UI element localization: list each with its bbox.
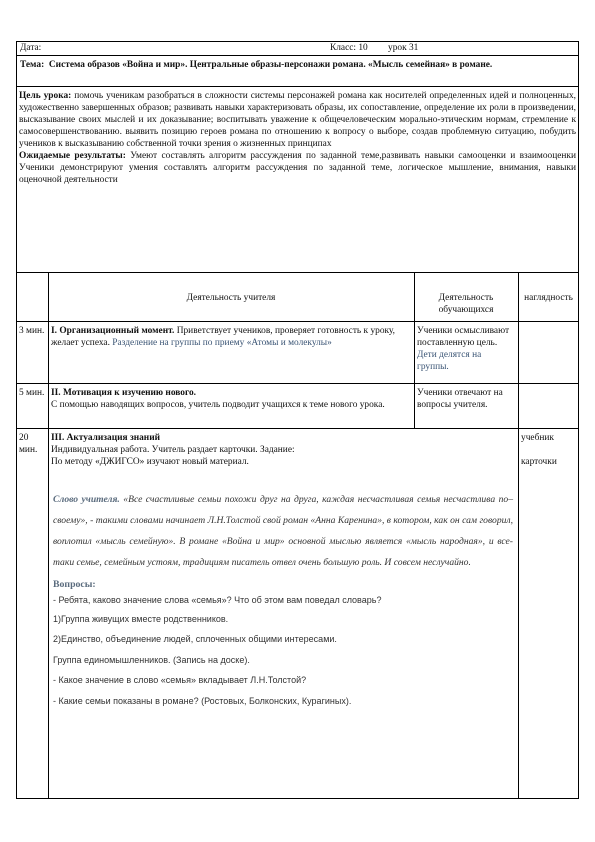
question-item: - Какое значение в слово «семья» вкладывает Л.Н.Толстой? — [53, 675, 307, 685]
class-label: Класс: 10 — [330, 43, 368, 53]
teacher-quote — [53, 489, 513, 573]
teacher-extra: Разделение на группы по приему «Атомы и молекулы» — [112, 338, 332, 348]
teacher-word-block — [48, 489, 518, 711]
date-label: Дата: — [20, 43, 42, 53]
results-text: Умеют составлять алгоритм рассуждения по заданной теме,развивать навыки самооценки и взаимооценки Ученики демонстрируют умения составлять алгоритм рассуждения по заданной теме, логическое мышление, внимания, навыки оценочной деятельности — [19, 151, 576, 185]
col-visual-header: наглядность — [524, 293, 573, 303]
header-row — [16, 41, 579, 56]
stage-title: II. Мотивация к изучению нового. — [51, 388, 197, 398]
goal-label: Цель урока: — [19, 91, 72, 101]
students-cell: Ученики отвечают на вопросы учителя. — [417, 388, 503, 410]
time-cell: 3 мин. — [19, 326, 45, 336]
goal-text: помочь ученикам разобраться в сложности системы персонажей романа как носителей определенных идей и полноценных, художественно завершенных образов; развивать навыки характеризовать образы, их сопоставление, определение их роли в произведении, высказывание своих мыслей и их доказывание; воспитывать уважение к общечеловеческим морально-этическим нормам, стремление к самосовершенствованию. выявить позицию героев романа по отношению к вопросу о выборе, создав проблемную ситуацию, побудить учеников к высказыванию собственной точки зрения о жизненных принципах — [19, 91, 577, 149]
topic-text: Система образов «Война и мир». Центральные образы-персонажи романа. «Мысль семейная» в романе. — [48, 60, 493, 70]
teacher-task: По методу «ДЖИГСО» изучают новый материал. — [51, 457, 249, 467]
teacher-cell — [48, 322, 414, 352]
col-students-header: Деятельность обучающихся — [438, 293, 494, 315]
students-extra: Дети делятся на группы. — [417, 350, 482, 372]
time-cell: 5 мин. — [19, 388, 45, 398]
teacher-text: Приветствует учеников, проверяет готовность к уроку, желает успеха. — [51, 326, 396, 348]
lesson-plan-document — [16, 41, 579, 706]
stage-title: I. Организационный момент. — [51, 326, 175, 336]
goal-block — [16, 87, 579, 273]
question-item: 1)Группа живущих вместе родственников. — [53, 613, 229, 624]
question-item: - Какие семьи показаны в романе? (Ростовых, Болконских, Курагиных). — [53, 695, 352, 706]
visual-cell — [518, 429, 579, 471]
students-text: Ученики осмысливают поставленную цель. — [417, 326, 510, 348]
lesson-label: урок 31 — [388, 43, 419, 53]
question-item: 2)Единство, объединение людей, сплоченных общими интересами. — [53, 634, 337, 644]
questions-title: Вопросы: — [53, 579, 96, 590]
visual-cards: карточки — [521, 457, 557, 467]
question-item: Группа единомышленников. (Запись на доске). — [53, 654, 250, 665]
quote-text: «Все счастливые семьи похожи друг на друга, каждая несчастливая семья несчастлива по–своему», - такими словами начинает Л.Н.Толстой свой роман «Анна Каренина», в котором, как он сам говорил, воплотил «мысль семейную». В романе «Война и мир» основной мыслью является «мысль народная», и все-таки семье, семейным устоям, традициям писатель отвел очень большую роль. И совсем неслучайно. — [53, 494, 513, 568]
topic-label: Тема: — [20, 60, 45, 70]
students-cell — [414, 322, 518, 376]
question-item: - Ребята, каково значение слова «семья»? Что об этом вам поведал словарь? — [53, 595, 382, 605]
time-cell: 20 мин. — [19, 433, 38, 455]
quote-lead: Слово учителя. — [53, 494, 120, 505]
col-teacher-header: Деятельность учителя — [186, 293, 276, 303]
teacher-cell — [48, 384, 414, 414]
results-label: Ожидаемые результаты: — [19, 151, 126, 161]
visual-textbook: учебник — [521, 433, 554, 443]
teacher-text: С помощью наводящих вопросов, учитель подводит учащихся к теме нового урока. — [51, 400, 385, 410]
teacher-text: Индивидуальная работа. Учитель раздает карточки. Задание: — [51, 445, 295, 455]
teacher-cell — [48, 429, 414, 471]
topic-row — [16, 56, 579, 87]
activity-table — [16, 273, 579, 799]
stage-title: III. Актуализация знаний — [51, 433, 161, 443]
